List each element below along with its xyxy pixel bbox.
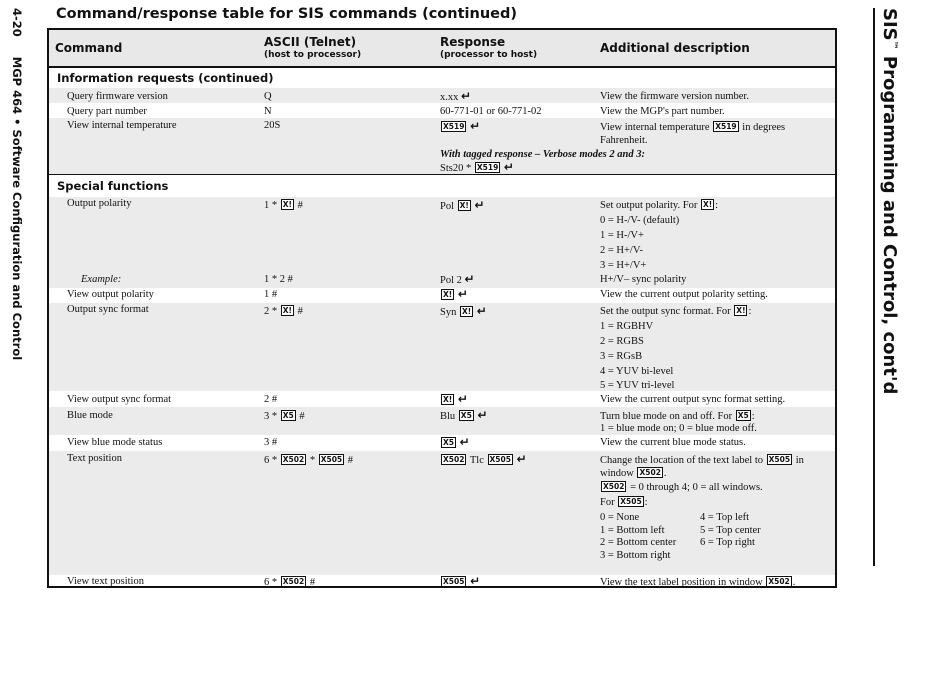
cmd-view-sync-format: View output sync format	[67, 394, 172, 405]
x1-symbol: X!	[443, 395, 453, 404]
desc-text: Set the output sync format. For	[600, 306, 731, 317]
text-position-option: 3 = Bottom right	[600, 550, 671, 561]
desc-text: .	[663, 468, 667, 479]
polarity-option: 1 = H-/V+	[600, 230, 644, 241]
ascii-text: #	[297, 200, 303, 211]
sync-option: 1 = RGBHV	[600, 321, 654, 332]
return-icon: ↵	[516, 452, 527, 466]
x1-symbol: X!	[702, 200, 713, 209]
resp-text-position	[440, 453, 527, 467]
cmd-view-blue-mode: View blue mode status	[67, 437, 163, 448]
x502-symbol: X502	[639, 468, 661, 477]
return-icon: ↵	[477, 408, 488, 422]
desc-text: :	[748, 306, 752, 317]
section-divider	[49, 174, 835, 175]
cmd-output-sync-format: Output sync format	[67, 304, 149, 315]
ascii-text: 1 *	[264, 200, 278, 211]
x1-symbol: X!	[443, 290, 453, 299]
desc-text: in	[795, 455, 804, 466]
resp-example	[440, 273, 475, 287]
example-label: Example:	[81, 274, 122, 285]
resp-text: Sts20 *	[440, 163, 472, 174]
text-position-option: 5 = Top center	[700, 525, 761, 536]
desc-text: = 0 through 4; 0 = all windows.	[630, 482, 763, 493]
desc-text: Change the location of the text label to	[600, 455, 763, 466]
desc-view-output-polarity: View the current output polarity setting.	[600, 289, 768, 300]
x1-symbol: X!	[459, 201, 469, 210]
x519-symbol: X519	[443, 122, 465, 131]
desc-text: Turn blue mode on and off. For	[600, 411, 733, 422]
return-icon: ↵	[470, 574, 481, 588]
return-icon: ↵	[476, 304, 487, 318]
ascii-text: #	[347, 455, 354, 466]
ascii-text: 6 *	[264, 577, 278, 588]
ascii-text: 3 *	[264, 411, 278, 422]
ascii-text: #	[299, 411, 305, 422]
polarity-option: 3 = H+/V+	[600, 260, 647, 271]
desc-blue-mode-values: 1 = blue mode on; 0 = blue mode off.	[600, 423, 757, 434]
chapter-heading-rest: Programming and Control, cont'd	[879, 49, 900, 395]
resp-text: Tlc	[469, 455, 484, 466]
text-position-option: 0 = None	[600, 512, 640, 523]
desc-output-sync-format	[600, 305, 751, 318]
ascii-text-position	[264, 454, 353, 467]
x5-symbol: X5	[460, 411, 472, 420]
x5-symbol: X5	[443, 438, 455, 447]
desc-text: For	[600, 497, 615, 508]
chapter-heading-sis: SIS	[879, 8, 900, 41]
resp-blue-mode	[440, 409, 488, 423]
desc-text-position-range	[600, 481, 763, 494]
chapter-rule	[873, 8, 875, 566]
x5-symbol: X5	[737, 411, 749, 420]
resp-part: 60-771-01 or 60-771-02	[440, 106, 542, 117]
desc-text: View the text label position in window	[600, 577, 763, 588]
desc-text: :	[751, 411, 755, 422]
section-heading-info: Information requests (continued)	[57, 71, 274, 85]
desc-text: :	[644, 497, 648, 508]
desc-part: View the MGP's part number.	[600, 106, 725, 117]
ascii-blue-mode	[264, 410, 305, 423]
resp-view-output-polarity	[440, 288, 468, 302]
page-title: Command/response table for SIS commands (continued)	[56, 6, 517, 22]
desc-text-position-for	[600, 496, 648, 509]
x502-symbol: X502	[768, 577, 790, 586]
return-icon: ↵	[461, 89, 472, 103]
ascii-example: 1 * 2 #	[264, 274, 293, 285]
col-header-ascii-sub: (host to processor)	[264, 50, 362, 60]
desc-temp	[600, 121, 785, 134]
desc-text: in degrees	[742, 122, 786, 133]
ascii-text: 6 *	[264, 455, 278, 466]
desc-view-blue-mode: View the current blue mode status.	[600, 437, 746, 448]
return-icon: ↵	[457, 392, 468, 406]
x1-symbol: X!	[282, 306, 292, 315]
resp-text: Pol	[440, 201, 455, 212]
resp-view-blue-mode	[440, 436, 470, 450]
text-position-option: 2 = Bottom center	[600, 537, 677, 548]
cmd-temp: View internal temperature	[67, 120, 177, 131]
trademark-mark: ™	[888, 40, 898, 50]
sync-option: 4 = YUV bi-level	[600, 366, 674, 377]
desc-view-text-position	[600, 576, 795, 589]
col-header-response-label: Response	[440, 35, 506, 49]
text-position-option: 1 = Bottom left	[600, 525, 665, 536]
ascii-text: *	[309, 455, 316, 466]
ascii-output-polarity	[264, 199, 303, 212]
cmd-text-position: Text position	[67, 453, 122, 464]
resp-text: Blu	[440, 411, 456, 422]
tagged-response-note: With tagged response – Verbose modes 2 and 3:	[440, 149, 645, 160]
x502-symbol: X502	[282, 577, 305, 586]
x1-symbol: X!	[736, 306, 746, 315]
desc-view-sync-format: View the current output sync format setting.	[600, 394, 786, 405]
x502-symbol: X502	[603, 482, 625, 491]
x505-symbol: X505	[443, 577, 465, 586]
manual-section-label: MGP 464 • Software Configuration and Control	[10, 56, 24, 361]
col-header-command: Command	[55, 41, 123, 55]
x519-symbol: X519	[715, 122, 737, 131]
col-header-ascii-label: ASCII (Telnet)	[264, 35, 357, 49]
x5-symbol: X5	[282, 411, 294, 420]
resp-output-sync-format	[440, 305, 487, 319]
chapter-heading	[879, 8, 900, 394]
ascii-text: 2 *	[264, 306, 278, 317]
sync-option: 5 = YUV tri-level	[600, 380, 675, 391]
desc-text-position	[600, 454, 804, 467]
x502-symbol: X502	[282, 455, 305, 464]
polarity-option: 2 = H+/V-	[600, 245, 643, 256]
side-label	[10, 8, 24, 360]
desc-example: H+/V– sync polarity	[600, 274, 687, 285]
ascii-firmware: Q	[264, 91, 272, 102]
return-icon: ↵	[474, 198, 485, 212]
return-icon: ↵	[457, 287, 468, 301]
text-position-option: 6 = Top right	[700, 537, 755, 548]
resp-temp	[440, 120, 480, 134]
desc-text: .	[792, 577, 796, 588]
text-position-option: 4 = Top left	[700, 512, 750, 523]
sync-option: 2 = RGBS	[600, 336, 644, 347]
x505-symbol: X505	[320, 455, 343, 464]
section-heading-special: Special functions	[57, 179, 169, 193]
command-table	[47, 28, 837, 588]
desc-text: window	[600, 468, 634, 479]
resp-firmware	[440, 90, 471, 104]
page-number: 4-20	[10, 8, 24, 37]
cmd-blue-mode: Blue mode	[67, 410, 113, 421]
left-margin	[0, 0, 30, 679]
col-header-response-sub: (processor to host)	[440, 50, 538, 60]
resp-text: x.xx	[440, 92, 459, 103]
table-header	[49, 30, 835, 68]
x1-symbol: X!	[282, 200, 292, 209]
desc-text: View internal temperature	[600, 122, 710, 133]
ascii-output-sync-format	[264, 305, 303, 318]
resp-text: Syn	[440, 307, 457, 318]
ascii-view-sync-format: 2 #	[264, 394, 278, 405]
cmd-firmware: Query firmware version	[67, 91, 168, 102]
desc-text: :	[715, 200, 719, 211]
sync-option: 3 = RGsB	[600, 351, 643, 362]
desc-temp-cont: Fahrenheit.	[600, 135, 648, 146]
x505-symbol: X505	[489, 455, 511, 464]
ascii-view-text-position	[264, 576, 315, 589]
x519-symbol: X519	[476, 163, 499, 172]
ascii-view-output-polarity: 1 #	[264, 289, 278, 300]
desc-firmware: View the firmware version number.	[600, 91, 749, 102]
polarity-option: 0 = H-/V- (default)	[600, 215, 680, 226]
desc-output-polarity	[600, 199, 718, 212]
cmd-output-polarity: Output polarity	[67, 198, 132, 209]
cmd-view-text-position: View text position	[67, 576, 144, 587]
resp-view-text-position	[440, 575, 480, 589]
resp-output-polarity	[440, 199, 485, 213]
ascii-text: #	[297, 306, 303, 317]
return-icon: ↵	[464, 272, 475, 286]
cmd-part: Query part number	[67, 106, 147, 117]
ascii-part: N	[264, 106, 272, 117]
ascii-temp: 20S	[264, 120, 281, 131]
resp-view-sync-format	[440, 393, 468, 407]
col-header-description: Additional description	[600, 41, 750, 55]
cmd-view-output-polarity: View output polarity	[67, 289, 154, 300]
return-icon: ↵	[503, 160, 514, 174]
x1-symbol: X!	[461, 307, 472, 316]
resp-text: Pol 2	[440, 275, 462, 286]
x502-symbol: X502	[443, 455, 465, 464]
col-header-response	[440, 36, 537, 62]
desc-text-position-window	[600, 467, 667, 480]
tagged-response	[440, 161, 514, 175]
desc-text: Set output polarity. For	[600, 200, 698, 211]
return-icon: ↵	[459, 435, 470, 449]
ascii-view-blue-mode: 3 #	[264, 437, 278, 448]
return-icon: ↵	[470, 119, 481, 133]
x505-symbol: X505	[620, 497, 642, 506]
ascii-text: #	[309, 577, 316, 588]
col-header-ascii	[264, 36, 361, 62]
x505-symbol: X505	[768, 455, 791, 464]
